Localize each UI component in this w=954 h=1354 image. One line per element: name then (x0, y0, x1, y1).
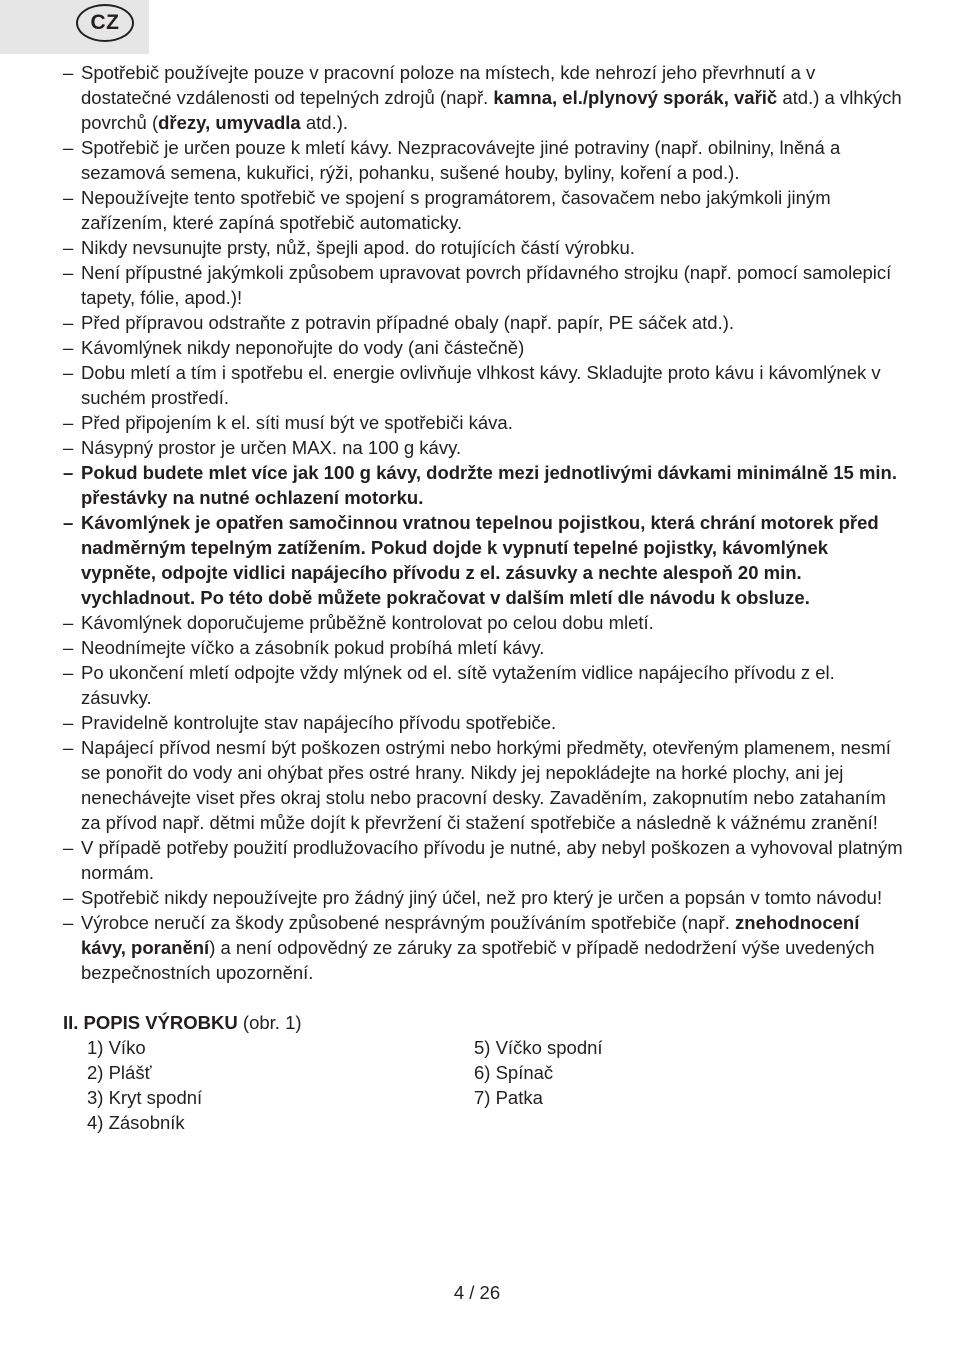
list-dash: – (63, 612, 74, 633)
list-item (63, 185, 903, 235)
list-item (63, 660, 903, 710)
item-text: Není přípustné jakýmkoli způsobem upravovat povrch přídavného strojku (např. pomocí samolepicí tapety, fólie, apod.)! (81, 262, 892, 308)
list-dash: – (63, 437, 74, 458)
item-text: Spotřebič je určen pouze k mletí kávy. Nezpracovávejte jiné potraviny (např. obilniny, lněná a sezamová semena, kukuřici, rýži, pohanku, sušené houby, byliny, koření a pod.). (81, 137, 841, 183)
list-dash: – (63, 62, 74, 83)
list-item (63, 360, 903, 410)
item-text: Pravidelně kontrolujte stav napájecího přívodu spotřebiče. (81, 712, 557, 733)
list-dash: – (63, 912, 74, 933)
list-dash: – (63, 237, 74, 258)
list-dash: – (63, 837, 74, 858)
section-title: II. POPIS VÝROBKU (63, 1012, 238, 1033)
list-item (63, 635, 903, 660)
list-item (63, 410, 903, 435)
list-dash: – (63, 187, 74, 208)
list-dash: – (63, 137, 74, 158)
list-item (63, 835, 903, 885)
item-text: ) a není odpovědný ze záruky za spotřebič v případě nedodržení výše uvedených bezpečnostních upozornění. (81, 937, 875, 983)
list-item (63, 510, 903, 610)
list-dash: – (63, 412, 74, 433)
parts-list (87, 1035, 903, 1135)
product-description-section (63, 1010, 903, 1135)
item-text: V případě potřeby použití prodlužovacího přívodu je nutné, aby nebyl poškozen a vyhovoval platným normám. (81, 837, 903, 883)
item-text: Pokud budete mlet více jak 100 g kávy, dodržte mezi jednotlivými dávkami minimálně 15 min. přestávky na nutné ochlazení motorku. (81, 462, 897, 508)
item-text: atd.). (300, 112, 349, 133)
list-dash: – (63, 887, 74, 908)
part-item: 6) Spínač (474, 1062, 554, 1083)
item-text: Nikdy nevsunujte prsty, nůž, špejli apod. do rotujících částí výrobku. (81, 237, 635, 258)
item-text: Výrobce neručí za škody způsobené nesprávným používáním spotřebiče (např. (81, 912, 736, 933)
document-body (63, 60, 903, 1135)
list-item (63, 460, 903, 510)
section-title-suffix: (obr. 1) (237, 1012, 302, 1033)
list-item (63, 135, 903, 185)
language-tab (0, 0, 149, 54)
list-item (63, 610, 903, 635)
item-text: Napájecí přívod nesmí být poškozen ostrými nebo horkými předměty, otevřeným plamenem, nesmí se ponořit do vody ani ohýbat přes ostré hrany. Nikdy jej nepokládejte na horké plochy, ani jej nenechávejte viset přes okraj stolu nebo pracovní desky. Zavaděním, zakopnutím nebo zatahaním za přívod např. dětmi může dojít k převržení či stažení spotřebiče a následně k vážnému zranění! (81, 737, 891, 833)
list-dash: – (63, 512, 74, 533)
emphasis-text: kamna, el./plynový sporák, vařič (493, 87, 778, 108)
item-text: Kávomlýnek nikdy neponořujte do vody (ani částečně) (81, 337, 525, 358)
item-text: Před přípravou odstraňte z potravin případné obaly (např. papír, PE sáček atd.). (81, 312, 735, 333)
emphasis-text: znehodnocení kávy, poranění (81, 912, 860, 958)
safety-instructions-list (63, 60, 903, 985)
emphasis-text: dřezy, umyvadla (158, 112, 301, 133)
list-item (63, 435, 903, 460)
list-dash: – (63, 312, 74, 333)
item-text: Nepoužívejte tento spotřebič ve spojení s programátorem, časovačem nebo jakýmkoli jiným zařízením, které zapíná spotřebič automaticky. (81, 187, 831, 233)
language-badge: CZ (76, 4, 134, 42)
list-dash: – (63, 737, 74, 758)
item-text: Dobu mletí a tím i spotřebu el. energie ovlivňuje vlhkost kávy. Skladujte proto kávu i kávomlýnek v suchém prostředí. (81, 362, 881, 408)
part-item: 2) Plášť (87, 1062, 152, 1083)
list-dash: – (63, 462, 74, 483)
list-item (63, 60, 903, 135)
list-item (63, 710, 903, 735)
section-heading (63, 1010, 903, 1035)
list-dash: – (63, 337, 74, 358)
part-item: 4) Zásobník (87, 1112, 185, 1133)
item-text: Násypný prostor je určen MAX. na 100 g kávy. (81, 437, 462, 458)
list-item (63, 310, 903, 335)
part-item: 3) Kryt spodní (87, 1087, 203, 1108)
list-dash: – (63, 637, 74, 658)
part-item: 5) Víčko spodní (474, 1037, 603, 1058)
list-dash: – (63, 262, 74, 283)
list-dash: – (63, 712, 74, 733)
item-text: Po ukončení mletí odpojte vždy mlýnek od el. sítě vytažením vidlice napájecího přívodu z el. zásuvky. (81, 662, 835, 708)
part-item: 7) Patka (474, 1087, 543, 1108)
list-item (63, 885, 903, 910)
item-text: atd.) a vlhkých povrchů ( (81, 87, 902, 133)
item-text: Spotřebič nikdy nepoužívejte pro žádný jiný účel, než pro který je určen a popsán v tomto návodu! (81, 887, 883, 908)
list-item (63, 260, 903, 310)
list-dash: – (63, 362, 74, 383)
list-item (63, 335, 903, 360)
list-item (63, 910, 903, 985)
item-text: Kávomlýnek doporučujeme průběžně kontrolovat po celou dobu mletí. (81, 612, 654, 633)
item-text: Spotřebič používejte pouze v pracovní poloze na místech, kde nehrozí jeho převrhnutí a v dostatečné vzdálenosti od tepelných zdrojů (např. (81, 62, 816, 108)
item-text: Neodnímejte víčko a zásobník pokud probíhá mletí kávy. (81, 637, 545, 658)
item-text: Kávomlýnek je opatřen samočinnou vratnou tepelnou pojistkou, která chrání motorek před nadměrným tepelným zatížením. Pokud dojde k vypnutí tepelné pojistky, kávomlýnek vypněte, odpojte vidlici napájecího přívodu z el. zásuvky a nechte alespoň 20 min. vychladnout. Po této době můžete pokračovat v dalším mletí dle návodu k obsluze. (81, 512, 879, 608)
part-item: 1) Víko (87, 1037, 146, 1058)
list-item (63, 735, 903, 835)
list-dash: – (63, 662, 74, 683)
page-number: 4 / 26 (453, 1282, 501, 1303)
list-item (63, 235, 903, 260)
item-text: Před připojením k el. síti musí být ve spotřebiči káva. (81, 412, 513, 433)
